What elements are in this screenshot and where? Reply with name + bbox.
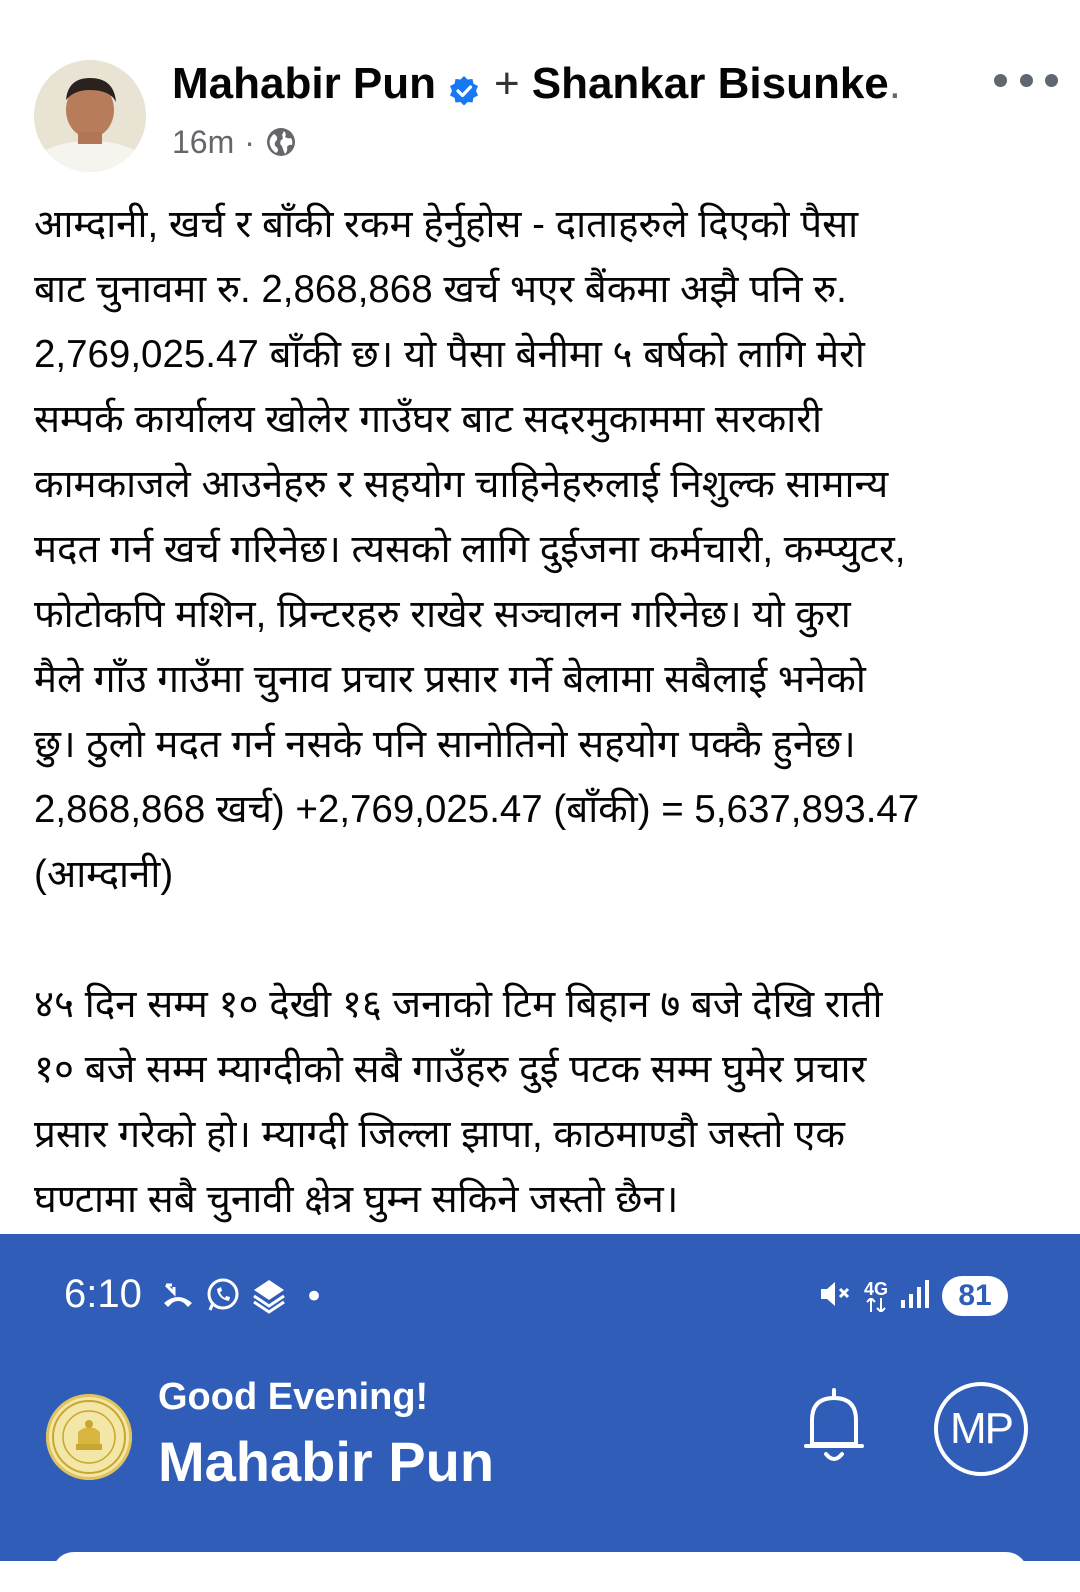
greeting-text: Good Evening! — [158, 1376, 429, 1418]
globe-icon[interactable] — [265, 126, 297, 158]
coauthor-suffix: . — [888, 59, 901, 108]
post-meta — [172, 120, 297, 164]
author-avatar[interactable] — [34, 60, 146, 172]
author-name[interactable]: Mahabir Pun — [172, 59, 437, 108]
battery-icon: 81 — [942, 1276, 1008, 1316]
post-line: घण्टामा सबै चुनावी क्षेत्र घुम्न सकिने जस्तो छैन। — [34, 1178, 679, 1221]
meta-separator: · — [244, 123, 255, 160]
post-line: सम्पर्क कार्यालय खोलेर गाउँघर बाट सदरमुकाममा सरकारी — [34, 398, 822, 441]
post-line: मैले गाँउ गाउँमा चुनाव प्रचार प्रसार गर्ने बेलामा सबैलाई भनेको — [34, 658, 866, 701]
post-paragraph-2 — [34, 972, 1054, 1232]
signal-icon — [900, 1278, 930, 1314]
post-line: प्रसार गरेको हो। म्याग्दी जिल्ला झापा, काठमाण्डौ जस्तो एक — [34, 1113, 845, 1156]
emblem-logo-icon — [46, 1394, 132, 1480]
verified-badge-icon — [448, 68, 480, 100]
status-icons-right — [818, 1276, 1008, 1316]
post-line: 2,868,868 खर्च) +2,769,025.47 (बाँकी) = 5,637,893.47 — [34, 788, 920, 831]
app-user-name: Mahabir Pun — [158, 1430, 495, 1493]
app-content-card — [52, 1552, 1028, 1592]
missed-call-icon — [160, 1277, 196, 1317]
stack-icon — [250, 1276, 288, 1318]
post-line: छु। ठुलो मदत गर्न नसके पनि सानोतिनो सहयोग पक्कै हुनेछ। — [34, 723, 856, 766]
whatsapp-icon — [204, 1276, 242, 1318]
status-icons-left — [160, 1276, 324, 1318]
post-body — [34, 192, 1054, 1232]
network-icon: 4G — [864, 1280, 888, 1312]
post-line: कामकाजले आउनेहरु र सहयोग चाहिनेहरुलाई निशुल्क सामान्य — [34, 463, 889, 506]
post-paragraph-1 — [34, 192, 1054, 907]
post-line: (आम्दानी) — [34, 853, 174, 896]
more-dots-icon[interactable] — [994, 60, 1058, 100]
post-line: १० बजे सम्म म्याग्दीको सबै गाउँहरु दुई पटक सम्म घुमेर प्रचार — [34, 1048, 867, 1091]
coauthor-joiner: + — [494, 59, 520, 108]
post-line: आम्दानी, खर्च र बाँकी रकम हेर्नुहोस - दाताहरुले दिएको पैसा — [34, 203, 859, 246]
attached-screenshot[interactable] — [0, 1234, 1080, 1561]
post-header — [0, 0, 1080, 180]
post-author-line — [172, 54, 901, 114]
post-line: 2,769,025.47 बाँकी छ। यो पैसा बेनीमा ५ बर्षको लागि मेरो — [34, 333, 865, 376]
post-timestamp[interactable]: 16m — [172, 123, 235, 160]
post-line: मदत गर्न खर्च गरिनेछ। त्यसको लागि दुईजना कर्मचारी, कम्प्युटर, — [34, 528, 906, 571]
mute-icon — [818, 1277, 852, 1315]
profile-avatar-button[interactable]: MP — [934, 1382, 1028, 1476]
app-header — [0, 1354, 1080, 1554]
status-dot: • — [304, 1277, 325, 1317]
coauthor-name[interactable]: Shankar Bisunke — [531, 59, 889, 108]
post-line: फोटोकपि मशिन, प्रिन्टरहरु राखेर सञ्चालन गरिनेछ। यो कुरा — [34, 593, 851, 636]
status-time: 6:10 — [64, 1272, 142, 1316]
bell-icon[interactable] — [800, 1384, 868, 1468]
post-line: ४५ दिन सम्म १० देखी १६ जनाको टिम बिहान ७ बजे देखि राती — [34, 983, 883, 1026]
phone-status-bar — [0, 1234, 1080, 1364]
post-line: बाट चुनावमा रु. 2,868,868 खर्च भएर बैंकमा अझै पनि रु. — [34, 268, 847, 311]
